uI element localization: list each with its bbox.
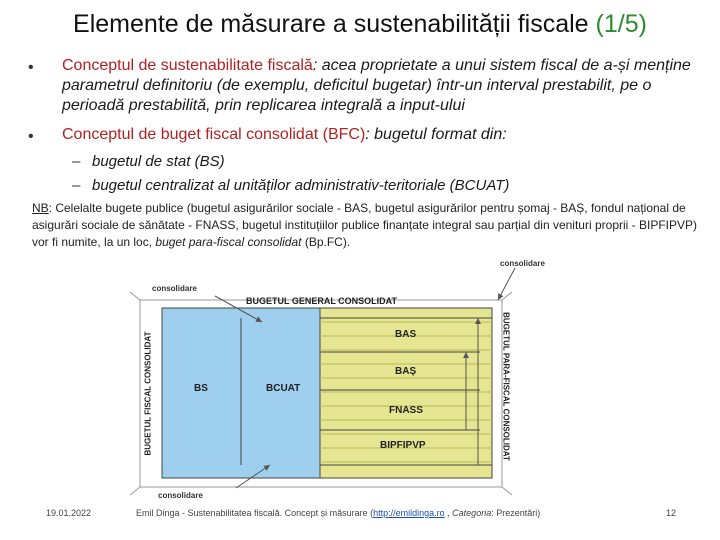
dash-marker-1: – — [72, 153, 81, 170]
subitem-bs: bugetul de stat (BS) — [92, 153, 225, 170]
footer-author: Emil Dinga - Sustenabilitatea fiscală. Concept și măsurare ( — [136, 508, 374, 518]
bfc-vertical-label: BUGETUL FISCAL CONSOLIDAT — [143, 331, 153, 456]
consolidare-top-left: consolidare — [152, 284, 197, 293]
bpfc-vertical-label: BUGETUL PARA-FISCAL CONSOLIDAT — [501, 312, 511, 461]
footer-link[interactable]: http://emildinga.ro — [373, 508, 445, 518]
bipfipvp-label: BIPFIPVP — [380, 440, 426, 451]
footer-page-number: 12 — [666, 508, 677, 518]
bs-label: BS — [194, 383, 208, 394]
consolidare-bottom: consolidare — [158, 491, 203, 500]
title-counter: (1/5) — [595, 10, 647, 38]
definition-sustainability: : acea proprietate a unui sistem fiscal de a-și menține parametrul definitoriu (de exemplu, deficitul bugetar) într-un interval prestabilit, pe o perioadă prestabilită, prin replicarea integrală a input-ului — [62, 57, 691, 114]
footer-citation — [136, 508, 540, 518]
dash-marker-2: – — [72, 177, 81, 194]
bullet-marker-2: • — [28, 128, 34, 145]
general-budget-label: BUGETUL GENERAL CONSOLIDAT — [246, 296, 398, 306]
frame-corner-tr — [502, 292, 512, 300]
bash-label: BAȘ — [395, 366, 417, 377]
term-sustainability: Conceptul de sustenabilitate fiscală — [62, 57, 313, 74]
title-text: Elemente de măsurare a sustenabilității fiscale — [73, 10, 589, 38]
frame-corner-tl — [130, 292, 140, 300]
frame-corner-br — [502, 487, 512, 495]
footer-cat-val: : Prezentări) — [491, 508, 541, 518]
nb-end: (Bp.FC). — [301, 235, 351, 249]
nb-italic: buget para-fiscal consolidat — [155, 235, 302, 249]
footer-cat-pre: , — [444, 508, 453, 518]
consolidare-top-right: consolidare — [500, 259, 545, 268]
subitem-bcuat: bugetul centralizat al unităților administrativ-teritoriale (BCUAT) — [92, 177, 510, 194]
bcuat-label: BCUAT — [266, 383, 301, 394]
term-bfc: Conceptul de buget fiscal consolidat (BFC) — [62, 126, 366, 143]
footer-cat-label: Categoria — [452, 508, 492, 518]
bas-label: BAS — [395, 329, 417, 340]
nb-text: : Celelalte bugete publice (bugetul asigurărilor sociale - BAS, bugetul asigurărilor pentru șomaj - BAȘ, fondul național de asigurări sociale de sănătate - FNASS, bugetul instituțiilor publice finanțate integral sau parțial din venituri proprii - BIPFIPVP) vor fi numite, la un loc, — [32, 201, 697, 249]
top-right-arrow — [498, 268, 515, 300]
definition-bfc: : bugetul format din: — [365, 126, 507, 143]
footer-date: 19.01.2022 — [46, 508, 92, 518]
frame-corner-bl — [130, 487, 140, 495]
nb-label: NB — [32, 201, 49, 215]
fnass-label: FNASS — [389, 405, 423, 416]
bullet-marker-1: • — [28, 59, 34, 76]
